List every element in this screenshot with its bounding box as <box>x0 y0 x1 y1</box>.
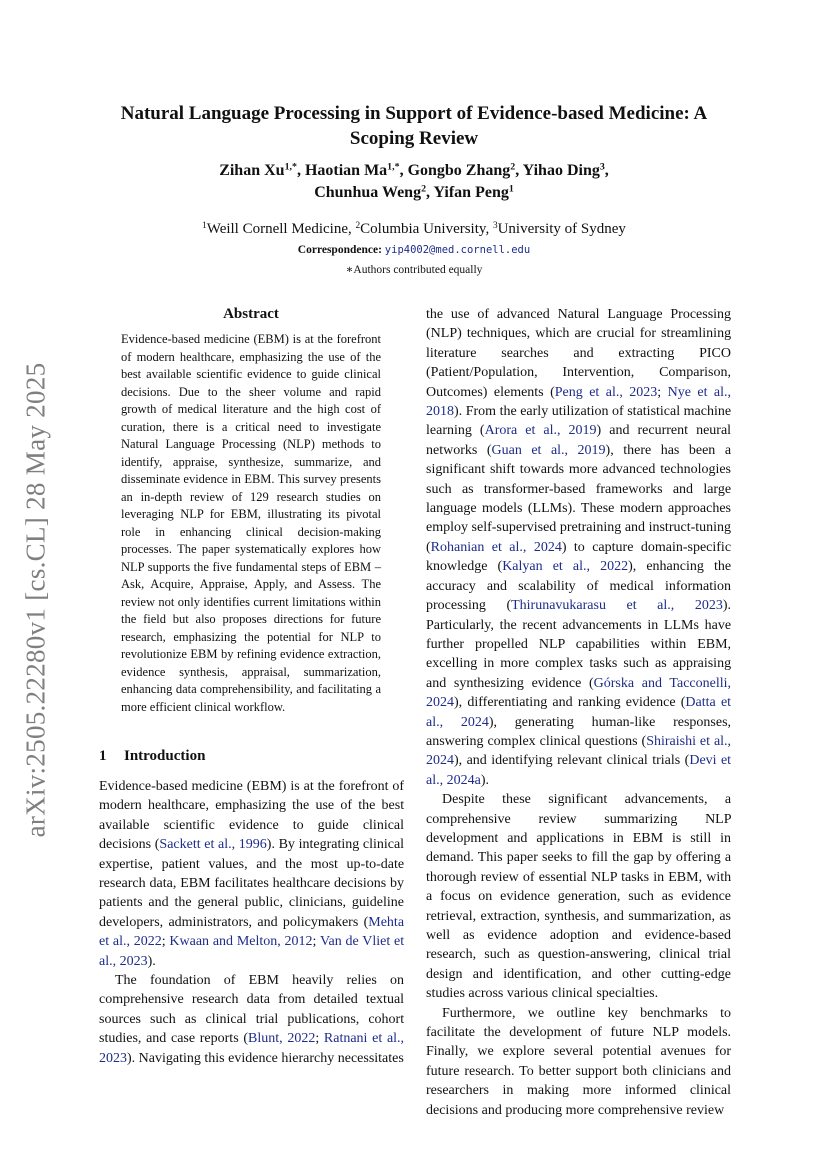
paragraph-text: ; <box>315 1031 320 1047</box>
correspondence-email-link[interactable]: yip4002@med.cornell.edu <box>384 244 531 256</box>
affiliation-name: University of Sydney <box>497 221 626 237</box>
author-affiliation-mark: 2 <box>510 161 516 173</box>
author-affiliation-mark: 2 <box>421 183 427 195</box>
paragraph-text: ) to capture domain-specific knowledge ( <box>426 539 732 575</box>
equal-contribution-note: ∗Authors contributed equally <box>345 264 483 276</box>
intro-column-left <box>99 777 404 1068</box>
intro-paragraph-3: Despite these significant advancements, a comprehensive review summarizing NLP development and applications in EBM is still in demand. This paper seeks to fill the gap by offering a thorough review of essential NLP tasks in EBM, with a focus on evidence generation, such as evidence retrieval, extraction, synthesis, and summarization, as well as evidence adoption and evidence-based research, such as question-answering, clinical trial design and identification, and other cutting-edge studies across various clinical specialties. <box>426 792 732 1002</box>
paragraph-text: ), differentiating and ranking evidence ( <box>454 695 686 711</box>
paragraph-text: ). <box>480 772 489 788</box>
citation-link[interactable]: Mehta et al., 2022 <box>99 914 405 950</box>
intro-paragraph-2 <box>99 971 404 1068</box>
section-heading-introduction <box>99 748 404 765</box>
author-affiliation-mark: 1 <box>508 183 514 195</box>
citation-link[interactable]: Rohanian et al., 2024 <box>430 539 562 555</box>
citation-link[interactable]: Thirunavukarasu et al., 2023 <box>511 598 723 614</box>
author-name: Haotian Ma <box>304 162 388 179</box>
citation-link[interactable]: Sackett et al., 1996 <box>159 837 267 853</box>
intro-paragraph-4: Furthermore, we outline key benchmarks to facilitate the development of future NLP models. Finally, we explore several potential avenues for future research. To better support both clinicians and researchers in making more informed clinical decisions and producing more comprehensive review <box>426 1005 732 1118</box>
intro-paragraph-2 <box>426 305 731 790</box>
author-name: Zihan Xu <box>219 162 285 179</box>
paragraph-text: ; <box>161 934 166 950</box>
citation-link[interactable]: Ratnani et al., 2023 <box>99 1031 405 1066</box>
citation-link[interactable]: Górska and Tacconelli, 2024 <box>426 675 732 711</box>
author-affiliation-mark: 1,* <box>387 161 400 173</box>
citation-link[interactable]: Kwaan and Melton, 2012 <box>169 934 313 950</box>
author-name: Chunhua Weng <box>314 184 422 201</box>
author-list: Zihan $Xu^{1,*}$, Haotian $Ma^{1,*}$, Gongbo Zhang$^2$, Yihao Ding$^3$, Chunhua Weng$^2$, Yifan Peng$^1$ <box>219 161 609 201</box>
citation-link[interactable]: Datta et al., 2024 <box>426 695 732 730</box>
citation-link[interactable]: Van de Vliet et al., 2023 <box>99 934 405 969</box>
author-name: Yifan Peng <box>433 184 509 201</box>
citation-link[interactable]: Devi et al., 2024a <box>426 753 732 788</box>
citation-link[interactable]: Blunt, 2022 <box>248 1031 316 1047</box>
citation-link[interactable]: Kalyan et al., 2022 <box>502 559 629 575</box>
abstract-body: Evidence-based medicine (EBM) is at the forefront of modern healthcare, emphasizing the use of the best available scientific evidence to guide clinical decisions. Due to the sheer volume and rapid growth of medical literature and the high cost of curation, there is a critical need to investigate Natural Language Processing (NLP) methods to identify, appraise, synthesize, summarize, and disseminate evidence in EBM. This survey presents an in-depth review of 129 research studies on leveraging NLP for EBM, illustrating its pivotal role in enhancing clinical decision-making processes. The paper systematically explores how NLP supports the five fundamental steps of EBM – Ask, Acquire, Appraise, Apply, and Assess. The review not only identifies current limitations within the field but also proposes directions for future research, emphasizing the potential for NLP to revolutionize EBM by refining evidence extraction, evidence synthesis, appraisal, summarization, enhancing data comprehensibility, and facilitating a more efficient clinical workflow. <box>121 332 381 714</box>
author-affiliation-mark: 1,* <box>284 161 297 173</box>
affiliation-mark: 2 <box>355 220 361 231</box>
paragraph-text: ), there has been a significant shift towards more advanced technologies such as transformer-based frameworks and large language models (LLMs). These modern approaches employ self-supervised pretraining and instruct-tuning ( <box>426 442 732 555</box>
affiliation-mark: 3 <box>492 220 498 231</box>
paragraph-text: ). Particularly, the recent advancements in LLMs have further propelled NLP capabilities within EBM, excelling in more complex tasks such as appraising and synthesizing evidence ( <box>426 598 732 691</box>
paragraph-text: The foundation of EBM heavily relies on comprehensive research data from detailed textual sources such as clinical trial publications, cohort studies, and case reports ( <box>99 973 405 1047</box>
affiliations: $^1$Weill Cornell Medicine, $^2$Columbia University, $^3$University of Sydney <box>202 220 626 237</box>
arxiv-identifier: arXiv:2505.22280v1 [cs.CL] 28 May 2025 <box>20 362 51 838</box>
paragraph-text: ), enhancing the accuracy and scalability of medical information processing ( <box>426 559 732 614</box>
paragraph-text: ), generating human-like responses, answering complex clinical questions ( <box>426 714 732 749</box>
section-number: 1 <box>99 748 107 764</box>
citation-link[interactable]: Guan et al., 2019 <box>491 442 606 458</box>
paragraph-text: ). Navigating this evidence hierarchy necessitates <box>127 1050 404 1066</box>
paragraph-text: ). By integrating clinical expertise, patient values, and the most up-to-date research data, EBM facilitates healthcare decisions by patients and the general public, clinicians, guideline developers, administrators, and policymakers ( <box>99 837 405 930</box>
section-title: Introduction <box>124 748 206 764</box>
paragraph-text: ). From the early utilization of statistical machine learning ( <box>426 404 732 439</box>
author-name: Gongbo Zhang <box>407 162 511 179</box>
author-affiliation-mark: 3 <box>599 161 605 173</box>
paper-title: Natural Language Processing in Support of Evidence-based Medicine: A Scoping Review <box>120 103 708 149</box>
author-name: Yihao Ding <box>522 162 600 179</box>
intro-paragraph-1 <box>99 777 404 971</box>
paragraph-text: ; <box>657 384 662 400</box>
citation-link[interactable]: Shiraishi et al., 2024 <box>426 733 732 769</box>
paragraph-text: ). <box>147 953 156 969</box>
paragraph-text: ), and identifying relevant clinical trials ( <box>454 753 690 769</box>
citation-link[interactable]: Peng et al., 2023 <box>554 384 658 400</box>
intro-column-right <box>426 305 731 1120</box>
paragraph-text: the use of advanced Natural Language Processing (NLP) techniques, which are crucial for streamlining literature searches and extracting PICO (Patient/Population, Intervention, Comparison, Outcomes) elements ( <box>426 307 732 400</box>
correspondence-label: Correspondence: <box>297 244 382 256</box>
correspondence <box>90 242 738 258</box>
citation-link[interactable]: Nye et al., 2018 <box>426 384 732 420</box>
affiliation-mark: 1 <box>202 220 207 231</box>
citation-link[interactable]: Arora et al., 2019 <box>484 423 597 439</box>
abstract-heading: Abstract <box>223 306 279 322</box>
paragraph-text: Evidence-based medicine (EBM) is at the forefront of modern healthcare, emphasizing the use of the best available scientific evidence to guide clinical decisions ( <box>99 779 405 853</box>
paragraph-text: ; <box>312 934 317 950</box>
affiliation-name: Columbia University <box>360 221 486 237</box>
paragraph-text: ) and recurrent neural networks ( <box>426 423 732 458</box>
affiliation-name: Weill Cornell Medicine <box>206 221 348 237</box>
